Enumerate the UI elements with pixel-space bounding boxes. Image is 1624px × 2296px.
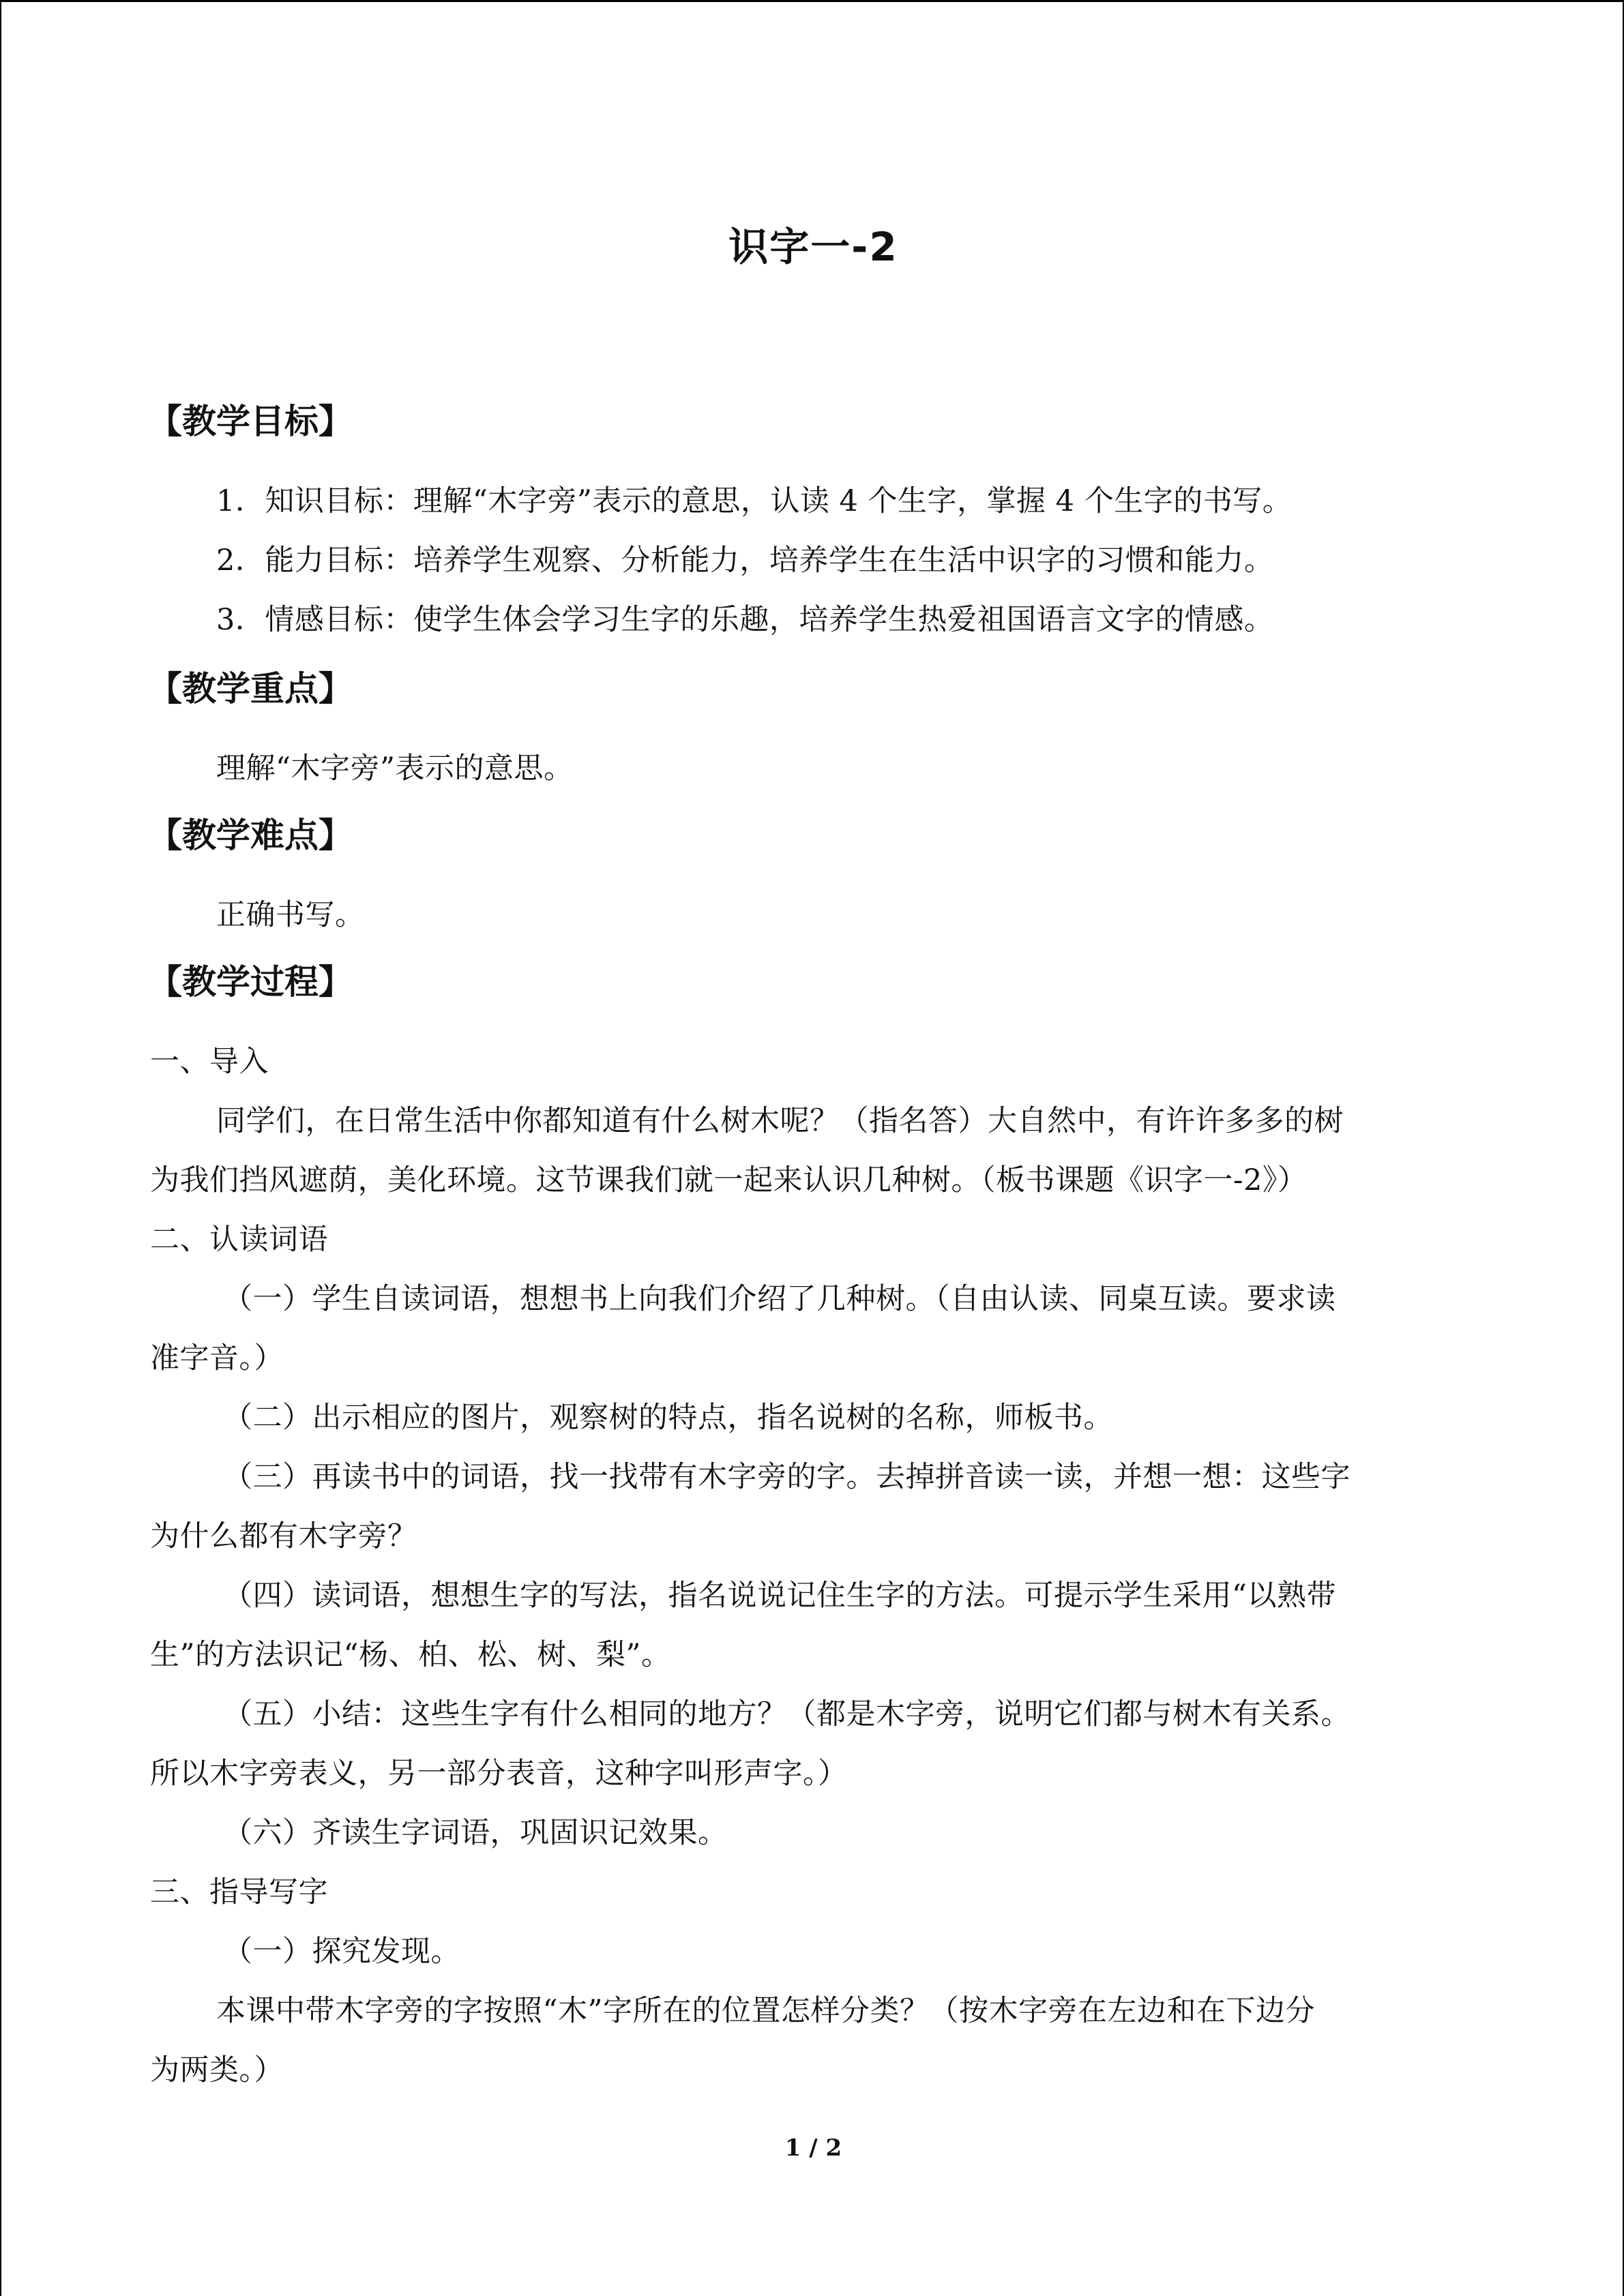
paragraph-line: （六）齐读生字词语，巩固识记效果。 [223, 1816, 728, 1850]
paragraph-line: 所以木字旁表义，另一部分表音，这种字叫形声字。） [150, 1757, 848, 1791]
part3-title: 三、指导写字 [150, 1875, 328, 1909]
heading-difficulties: 【教学难点】 [148, 816, 353, 855]
paragraph-line: （三）再读书中的词语，找一找带有木字旁的字。去掉拼音读一读，并想一想：这些字 [223, 1460, 1350, 1494]
key-points-text: 理解“木字旁”表示的意思。 [216, 751, 574, 786]
part2-title: 二、认读词语 [150, 1223, 328, 1257]
paragraph-line: （二）出示相应的图片，观察树的特点，指名说树的名称，师板书。 [223, 1401, 1113, 1435]
paragraph-line: （一）学生自读词语，想想书上向我们介绍了几种树。（自由认读、同桌互读。要求读 [223, 1282, 1336, 1316]
paragraph-line: 同学们，在日常生活中你都知道有什么树木呢？（指名答）大自然中，有许许多多的树 [216, 1104, 1344, 1138]
document-title: 识字一-2 [728, 224, 898, 270]
objective-item: 3．情感目标：使学生体会学习生字的乐趣，培养学生热爱祖国语言文字的情感。 [216, 603, 1274, 637]
paragraph-line: 本课中带木字旁的字按照“木”字所在的位置怎样分类？（按木字旁在左边和在下边分 [216, 1994, 1315, 2028]
paragraph-line: 为什么都有木字旁？ [150, 1519, 417, 1553]
paragraph-line: 为我们挡风遮荫，美化环境。这节课我们就一起来认识几种树。（板书课题《识字一-2》） [150, 1163, 1308, 1197]
objective-item: 2．能力目标：培养学生观察、分析能力，培养学生在生活中识字的习惯和能力。 [216, 543, 1274, 578]
heading-objectives: 【教学目标】 [148, 402, 353, 441]
difficulties-text: 正确书写。 [216, 898, 365, 932]
paragraph-line: （五）小结：这些生字有什么相同的地方？（都是木字旁，说明它们都与树木有关系。 [223, 1697, 1350, 1731]
paragraph-line: （一）探究发现。 [223, 1935, 460, 1969]
paragraph-line: 为两类。） [150, 2053, 284, 2087]
paragraph-line: 生”的方法识记“杨、柏、松、树、梨”。 [150, 1638, 671, 1672]
objective-item: 1．知识目标：理解“木字旁”表示的意思，认读 4 个生字，掌握 4 个生字的书写。 [216, 484, 1293, 518]
paragraph-line: 准字音。） [150, 1341, 284, 1375]
paragraph-line: （四）读词语，想想生字的写法，指名说说记住生字的方法。可提示学生采用“以熟带 [223, 1579, 1336, 1613]
part1-title: 一、导入 [150, 1045, 269, 1079]
heading-process: 【教学过程】 [148, 962, 353, 1002]
heading-key-points: 【教学重点】 [148, 669, 353, 709]
page-number: 1 / 2 [784, 2134, 842, 2162]
